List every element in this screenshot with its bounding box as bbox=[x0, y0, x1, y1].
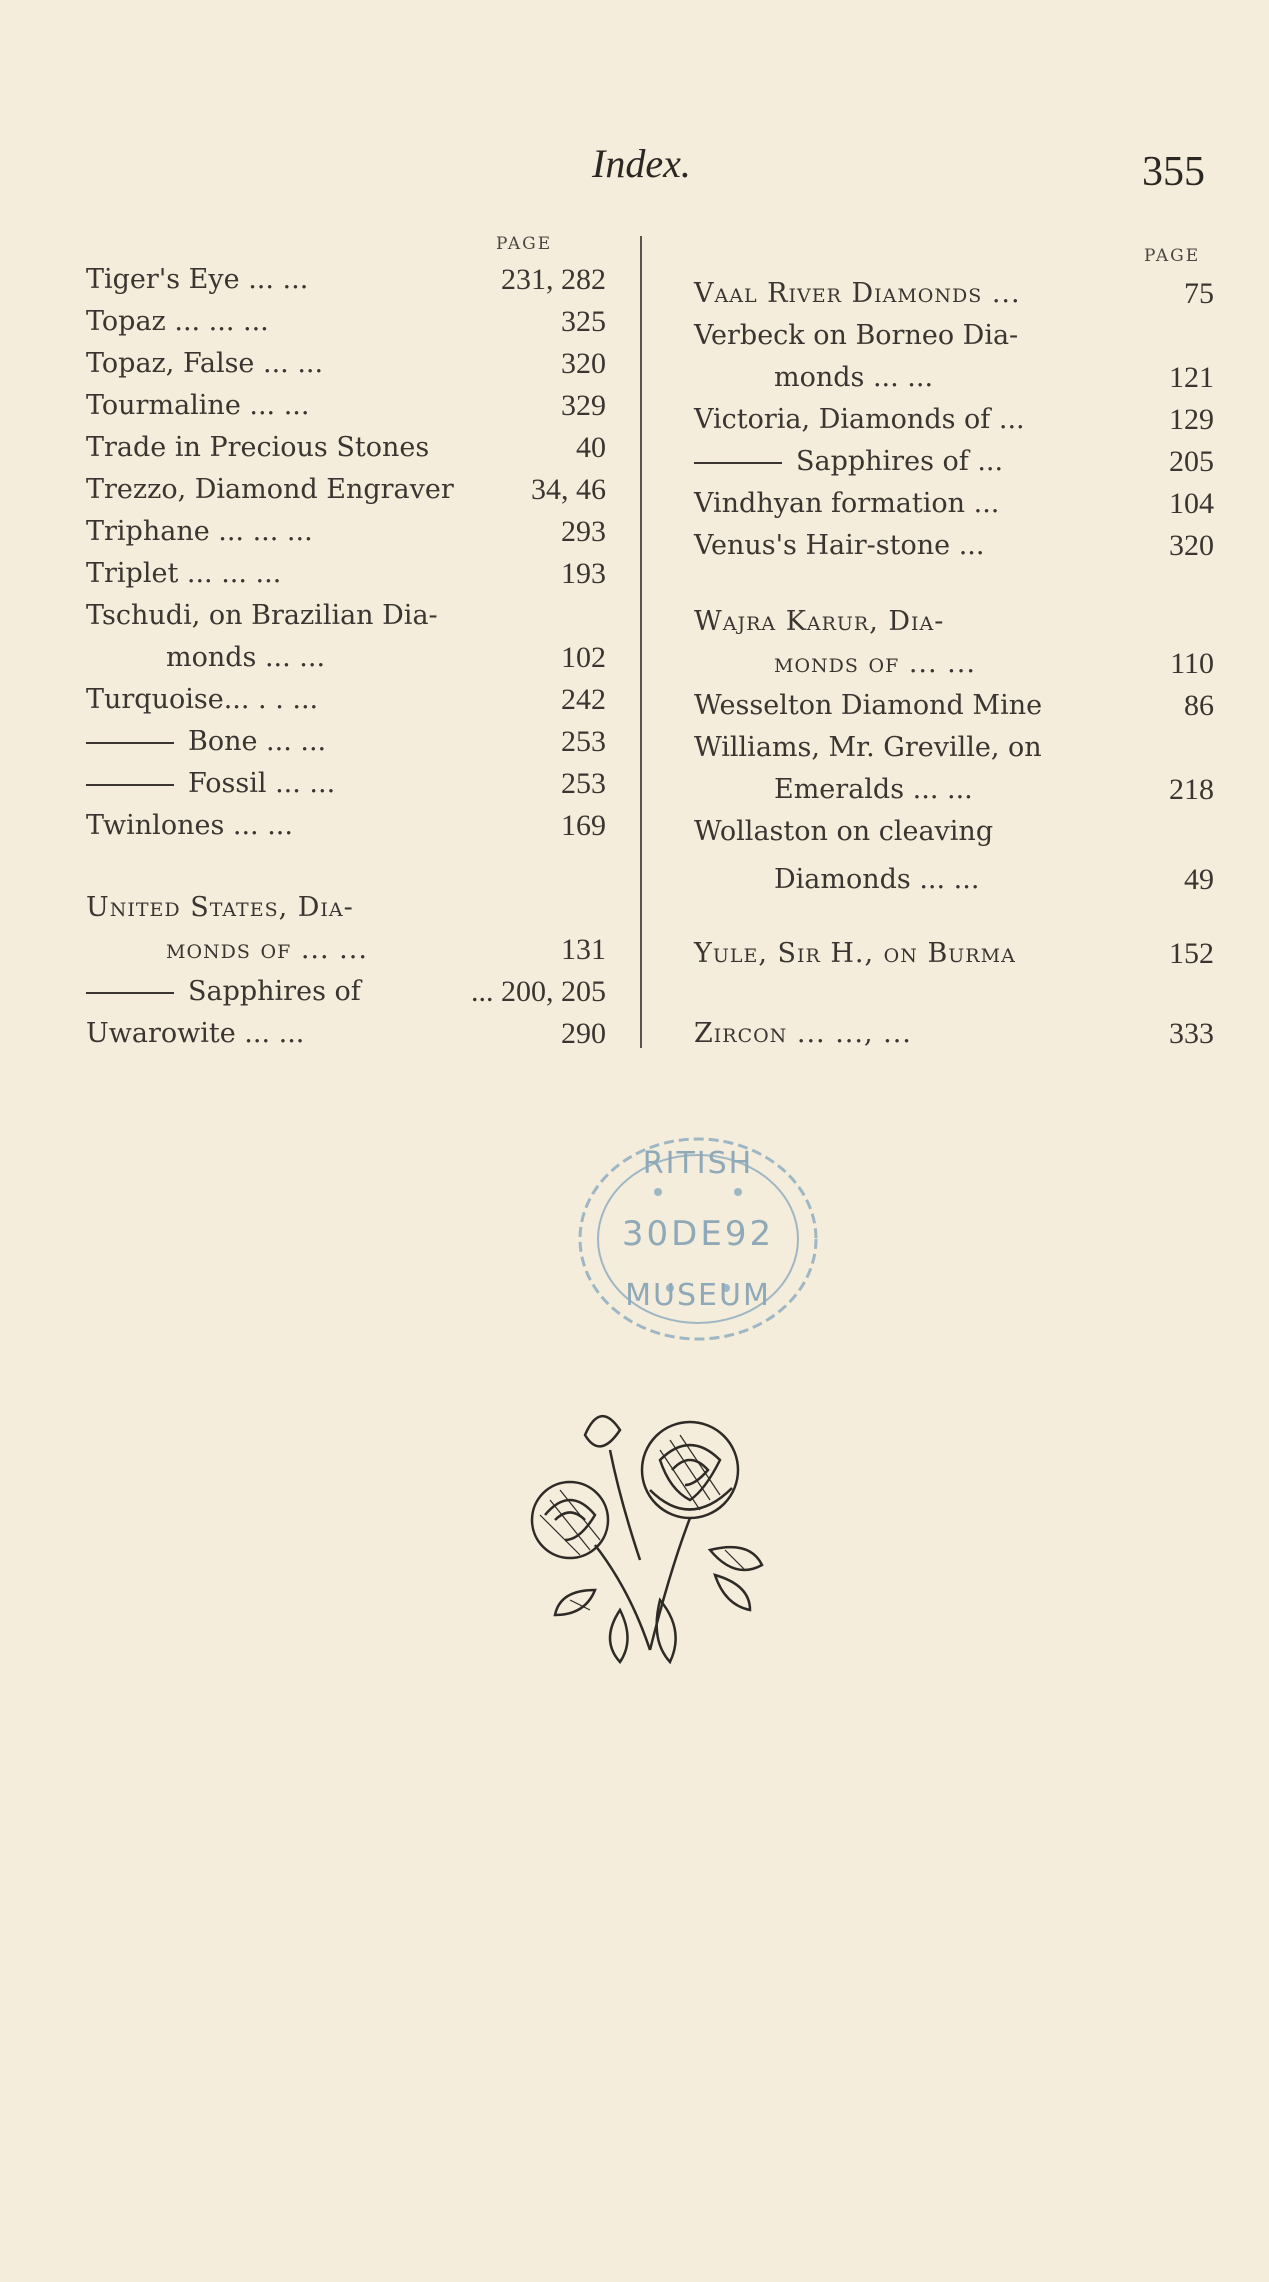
index-entry: Emeralds ... ... 218 bbox=[774, 773, 1214, 806]
ditto-dash bbox=[86, 784, 174, 786]
page-title: Index. bbox=[592, 141, 691, 186]
column-divider bbox=[640, 236, 642, 1048]
ditto-dash bbox=[694, 462, 782, 464]
page-number: 355 bbox=[1142, 149, 1205, 195]
index-entry: Tiger's Eye ... ... 231, 282 bbox=[86, 263, 606, 296]
index-entry: Trade in Precious Stones 40 bbox=[86, 431, 606, 464]
index-entry: monds of ... ... 110 bbox=[774, 647, 1214, 680]
index-entry: monds ... ... 121 bbox=[774, 361, 1214, 394]
stamp-top-text: RITISH bbox=[642, 1146, 754, 1181]
index-entry: Bone ... ... 253 bbox=[86, 722, 606, 762]
index-entry: Venus's Hair-stone ... 320 bbox=[694, 529, 1214, 562]
index-entry: Uwarowite ... ... 290 bbox=[86, 1017, 606, 1050]
running-head bbox=[0, 140, 1269, 200]
index-entry: monds ... ... 102 bbox=[166, 641, 606, 674]
index-entry: Sapphires of ... 205 bbox=[694, 442, 1214, 482]
index-entry: Twinlones ... ... 169 bbox=[86, 809, 606, 842]
index-entry: Vaal River Diamonds ... 75 bbox=[694, 277, 1214, 310]
index-entry: monds of ... ... 131 bbox=[166, 933, 606, 966]
index-entry: Triplet ... ... ... 193 bbox=[86, 557, 606, 590]
index-entry: Wollaston on cleaving bbox=[694, 816, 994, 847]
ditto-dash bbox=[86, 992, 174, 994]
rose-engraving-icon bbox=[500, 1400, 780, 1670]
ditto-dash bbox=[86, 742, 174, 744]
index-entry: Triphane ... ... ... 293 bbox=[86, 515, 606, 548]
stamp-date: 30DE92 bbox=[621, 1214, 775, 1254]
index-entry: Fossil ... ... 253 bbox=[86, 764, 606, 804]
index-entry: United States, Dia- bbox=[86, 892, 354, 923]
index-entry: Verbeck on Borneo Dia- bbox=[694, 320, 1019, 351]
index-entry: Williams, Mr. Greville, on bbox=[694, 732, 1042, 763]
index-entry: Sapphires of ... 200, 205 bbox=[86, 972, 606, 1012]
index-entry: Wesselton Diamond Mine 86 bbox=[694, 689, 1214, 722]
page-column-label: PAGE bbox=[1144, 246, 1201, 266]
index-entry: Trezzo, Diamond Engraver 34, 46 bbox=[86, 473, 606, 506]
index-entry: Vindhyan formation ... 104 bbox=[694, 487, 1214, 520]
index-entry: Yule, Sir H., on Burma 152 bbox=[694, 937, 1214, 970]
index-entry: Zircon ... ..., ... 333 bbox=[694, 1017, 1214, 1050]
index-entry: Tschudi, on Brazilian Dia- bbox=[86, 600, 438, 631]
stamp-bottom-text: MUSEUM bbox=[625, 1278, 771, 1313]
index-entry: Wajra Karur, Dia- bbox=[694, 606, 945, 637]
page-column-label: PAGE bbox=[496, 234, 553, 254]
library-stamp bbox=[570, 1128, 826, 1350]
index-entry: Diamonds ... ... 49 bbox=[774, 863, 1214, 896]
index-entry: Topaz, False ... ... 320 bbox=[86, 347, 606, 380]
index-entry: Turquoise... . . ... 242 bbox=[86, 683, 606, 716]
index-entry: Victoria, Diamonds of ... 129 bbox=[694, 403, 1214, 436]
index-entry: Tourmaline ... ... 329 bbox=[86, 389, 606, 422]
index-entry: Topaz ... ... ... 325 bbox=[86, 305, 606, 338]
